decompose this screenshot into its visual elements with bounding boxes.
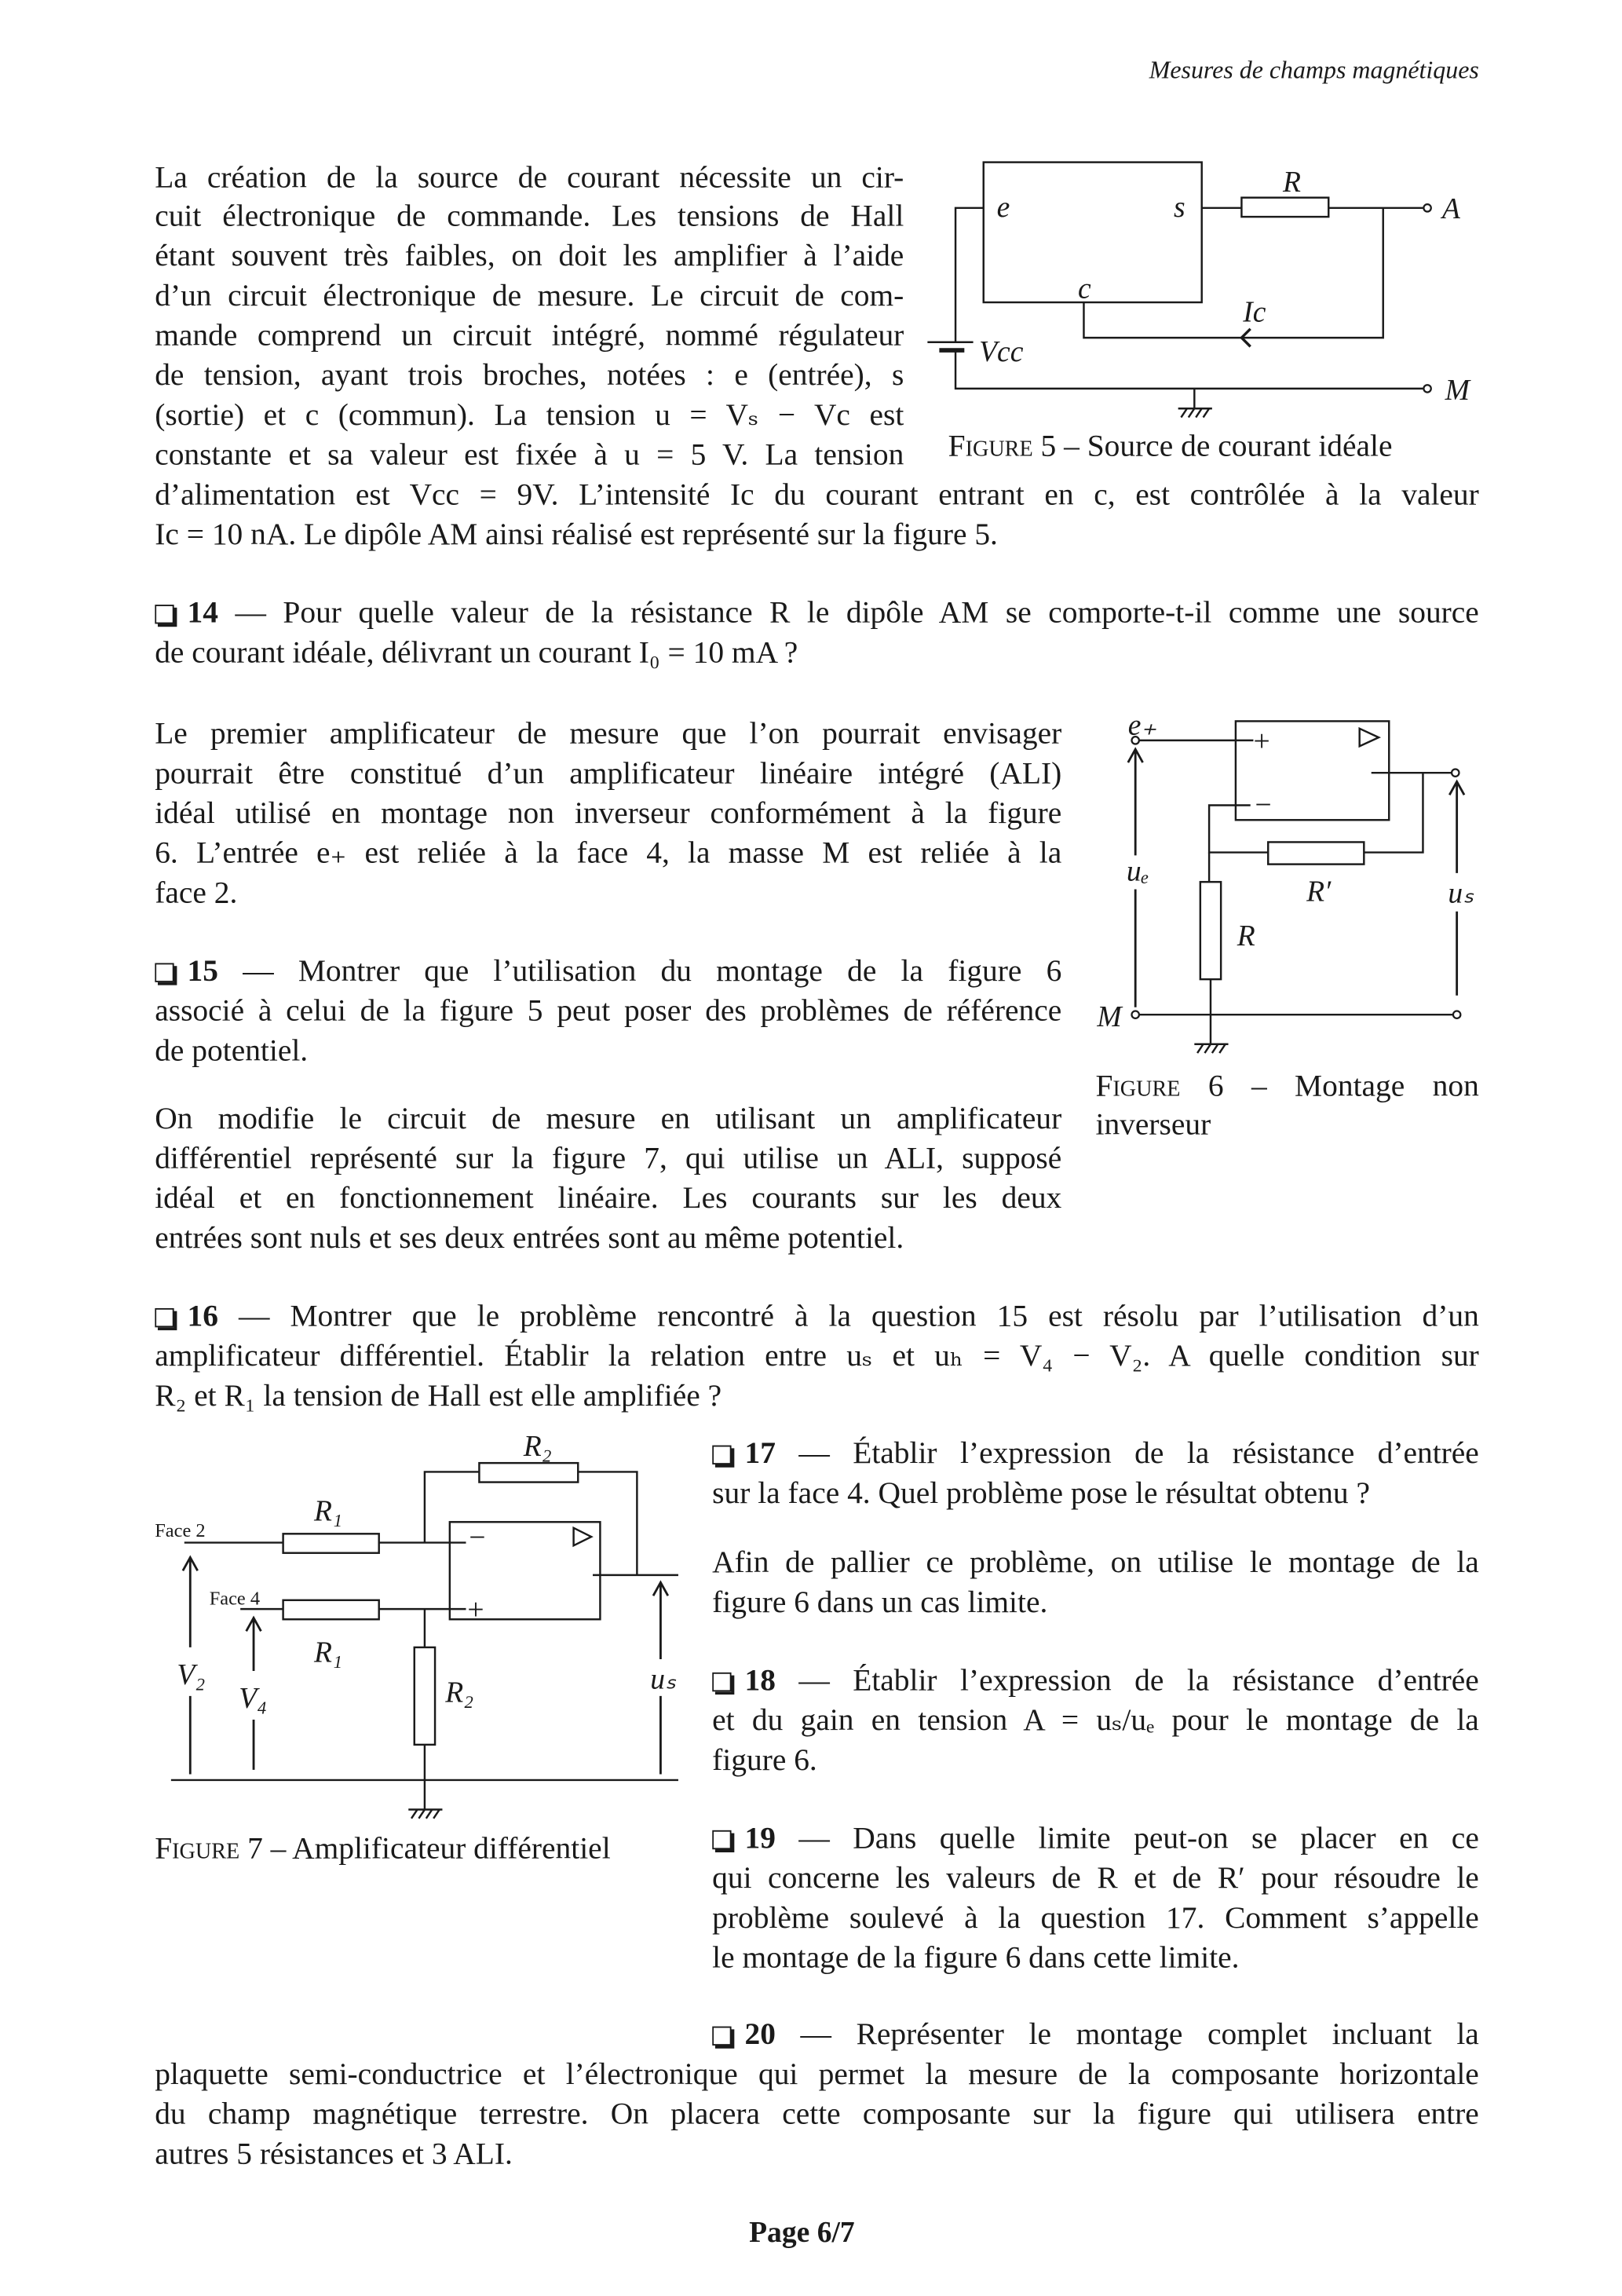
text-line: amplificateur différentiel. Établir la relation entre uₛ et uₕ = V₄ − V₂. A quelle condition sur — [155, 1337, 1479, 1373]
text-line: Ic = 10 nA. Le dipôle AM ainsi réalisé est représenté sur la figure 5. — [155, 516, 998, 552]
text-line: plaquette semi-conductrice et l’électronique qui permet la mesure de la composante horizontale — [155, 2056, 1479, 2092]
text-line: entrées sont nuls et ses deux entrées sont au même potentiel. — [155, 1219, 904, 1256]
question-number: 16 — [187, 1297, 218, 1333]
question-number: 20 — [744, 2016, 776, 2052]
question-text: — Montrer que le problème rencontré à la question 15 est résolu par l’utilisation d’un — [239, 1297, 1479, 1333]
wire — [1364, 773, 1423, 852]
text-line: Le premier amplificateur de mesure que l’on pourrait envisager — [155, 715, 1062, 751]
text-line: sur la face 4. Quel problème pose le résultat obtenu ? — [712, 1475, 1371, 1511]
question-text: — Représenter le montage complet incluant la — [800, 2016, 1479, 2052]
label-R: R — [1237, 919, 1255, 952]
resistor-R — [1200, 882, 1221, 979]
question-number: 14 — [187, 594, 218, 630]
label-M: M — [1097, 1001, 1122, 1034]
text-line: figure 6 dans un cas limite. — [712, 1584, 1048, 1620]
regulator-block — [984, 163, 1202, 302]
wire — [955, 208, 984, 342]
figure6-caption-line2: inverseur — [1095, 1106, 1211, 1142]
ground-icon — [1194, 1044, 1228, 1053]
figure6-circuit — [1096, 709, 1474, 1053]
text-line: constante et sa valeur est fixée à u = 5 V. La tension — [155, 436, 904, 473]
terminal-ground — [1453, 1011, 1460, 1018]
label-V2: V₂ — [177, 1658, 206, 1691]
label-M: M — [1445, 374, 1470, 407]
question-number: 15 — [187, 952, 218, 989]
text-line: d’un circuit électronique de mesure. Le circuit de com- — [155, 277, 904, 313]
label-R2-top: R₂ — [523, 1430, 552, 1463]
text-line: étant souvent très faibles, on doit les amplifier à l’aide — [155, 237, 904, 273]
text-line: Afin de pallier ce problème, on utilise le montage de la — [712, 1544, 1479, 1580]
caption-label: Figure 5 — [948, 427, 1057, 463]
label-plus: + — [1253, 725, 1270, 758]
text-line: qui concerne les valeurs de R et de R′ pour résoudre le — [712, 1859, 1479, 1896]
label-R1-bottom: R₁ — [314, 1636, 343, 1669]
question-text: — Dans quelle limite peut-on se placer en ce — [798, 1819, 1479, 1855]
label-minus: − — [1255, 788, 1272, 821]
question-text: — Établir l’expression de la résistance d’entrée — [798, 1662, 1479, 1698]
opamp-triangle-icon — [574, 1528, 592, 1546]
label-face4: Face 4 — [209, 1588, 261, 1610]
label-V4: V₄ — [239, 1682, 268, 1715]
label-ue: uₑ — [1126, 855, 1149, 888]
text-line: et du gain en tension A = uₛ/uₑ pour le montage de la — [712, 1702, 1479, 1738]
wire — [955, 351, 1423, 389]
question-number: 18 — [744, 1662, 776, 1698]
resistor-R1-top — [283, 1534, 379, 1552]
resistor-R2-feedback — [479, 1463, 578, 1482]
figure7-circuit — [155, 1431, 678, 1819]
label-Rprime: R′ — [1306, 876, 1332, 909]
terminal-M — [1132, 1011, 1139, 1018]
caption-label: Figure 7 — [155, 1830, 263, 1866]
question-text: — Pour quelle valeur de la résistance R le dipôle AM se comporte-t-il comme une source — [235, 594, 1479, 630]
terminal-A — [1423, 204, 1430, 211]
text-line: de tension, ayant trois broches, notées : e (entrée), s — [155, 356, 904, 393]
text-line: du champ magnétique terrestre. On placera cette composante sur la figure qui utilisera entre — [155, 2095, 1479, 2131]
label-e: e — [996, 192, 1010, 225]
label-R2-bottom: R₂ — [445, 1676, 474, 1709]
page-number: Page 6/7 — [749, 2216, 855, 2250]
label-Vcc: Vcc — [979, 336, 1024, 369]
terminal-M — [1423, 385, 1430, 392]
resistor-R1-bottom — [283, 1600, 379, 1619]
text-line: d’alimentation est Vcc = 9V. L’intensité Ic du courant entrant en c, est contrôlée à la valeur — [155, 476, 1479, 512]
resistor-R2-ground — [415, 1647, 435, 1745]
label-eplus: e₊ — [1127, 709, 1157, 742]
wire — [578, 1472, 637, 1574]
resistor-Rprime — [1268, 842, 1364, 864]
caption-text: – Source de courant idéale — [1056, 427, 1393, 463]
text-line: idéal utilisé en montage non inverseur conformément à la figure — [155, 795, 1062, 831]
label-plus: + — [467, 1594, 484, 1627]
caption-label: Figure 6 — [1095, 1067, 1224, 1103]
text-line: pourrait être constitué d’un amplificateur linéaire intégré (ALI) — [155, 755, 1062, 791]
opamp-triangle-icon — [1360, 729, 1379, 747]
text-line: mande comprend un circuit intégré, nommé régulateur — [155, 316, 904, 353]
text-line: de courant idéale, délivrant un courant I₀ = 10 mA ? — [155, 634, 798, 670]
label-us: uₛ — [1448, 877, 1474, 910]
wire — [1083, 208, 1383, 338]
label-R1-top: R₁ — [314, 1495, 343, 1528]
label-face2: Face 2 — [155, 1520, 206, 1542]
running-header: Mesures de champs magnétiques — [1149, 56, 1479, 85]
terminal-output — [1452, 769, 1459, 776]
label-Ic: Ic — [1243, 296, 1266, 329]
text-line: figure 6. — [712, 1742, 817, 1778]
text-line: 6. L’entrée e₊ est reliée à la face 4, la masse M est reliée à la — [155, 835, 1062, 871]
text-line: cuit électronique de commande. Les tensions de Hall — [155, 197, 904, 233]
caption-text: – Montage non — [1223, 1067, 1479, 1103]
text-line: problème soulevé à la question 17. Comment s’appelle — [712, 1899, 1479, 1936]
label-s: s — [1174, 192, 1185, 225]
question-number: 19 — [744, 1819, 776, 1855]
text-line: On modifie le circuit de mesure en utilisant un amplificateur — [155, 1100, 1062, 1136]
text-line: La création de la source de courant nécessite un cir- — [155, 159, 904, 195]
figure5-circuit — [927, 163, 1470, 418]
label-us: uₛ — [650, 1663, 677, 1696]
ground-icon — [1178, 408, 1212, 417]
text-line: face 2. — [155, 874, 238, 910]
question-text: — Établir l’expression de la résistance d’entrée — [798, 1435, 1479, 1471]
label-minus: − — [469, 1522, 486, 1555]
label-R: R — [1283, 166, 1301, 199]
text-line: (sortie) et c (commun). La tension u = Vₛ − Vc est — [155, 397, 904, 433]
question-number: 17 — [744, 1435, 776, 1471]
question-text: — Montrer que l’utilisation du montage de la figure 6 — [243, 952, 1062, 989]
label-A: A — [1441, 192, 1460, 225]
text-line: R₂ et R₁ la tension de Hall est elle amplifiée ? — [155, 1377, 722, 1413]
text-line: le montage de la figure 6 dans cette limite. — [712, 1939, 1240, 1975]
ground-icon — [408, 1810, 442, 1819]
text-line: idéal et en fonctionnement linéaire. Les courants sur les deux — [155, 1179, 1062, 1216]
text-line: associé à celui de la figure 5 peut poser des problèmes de référence — [155, 993, 1062, 1029]
label-c: c — [1077, 272, 1091, 305]
caption-text: – Amplificateur différentiel — [262, 1830, 611, 1866]
text-line: différentiel représenté sur la figure 7, qui utilise un ALI, supposé — [155, 1139, 1062, 1175]
text-line: de potentiel. — [155, 1032, 309, 1068]
resistor-R — [1241, 198, 1328, 217]
text-line: autres 5 résistances et 3 ALI. — [155, 2135, 513, 2171]
